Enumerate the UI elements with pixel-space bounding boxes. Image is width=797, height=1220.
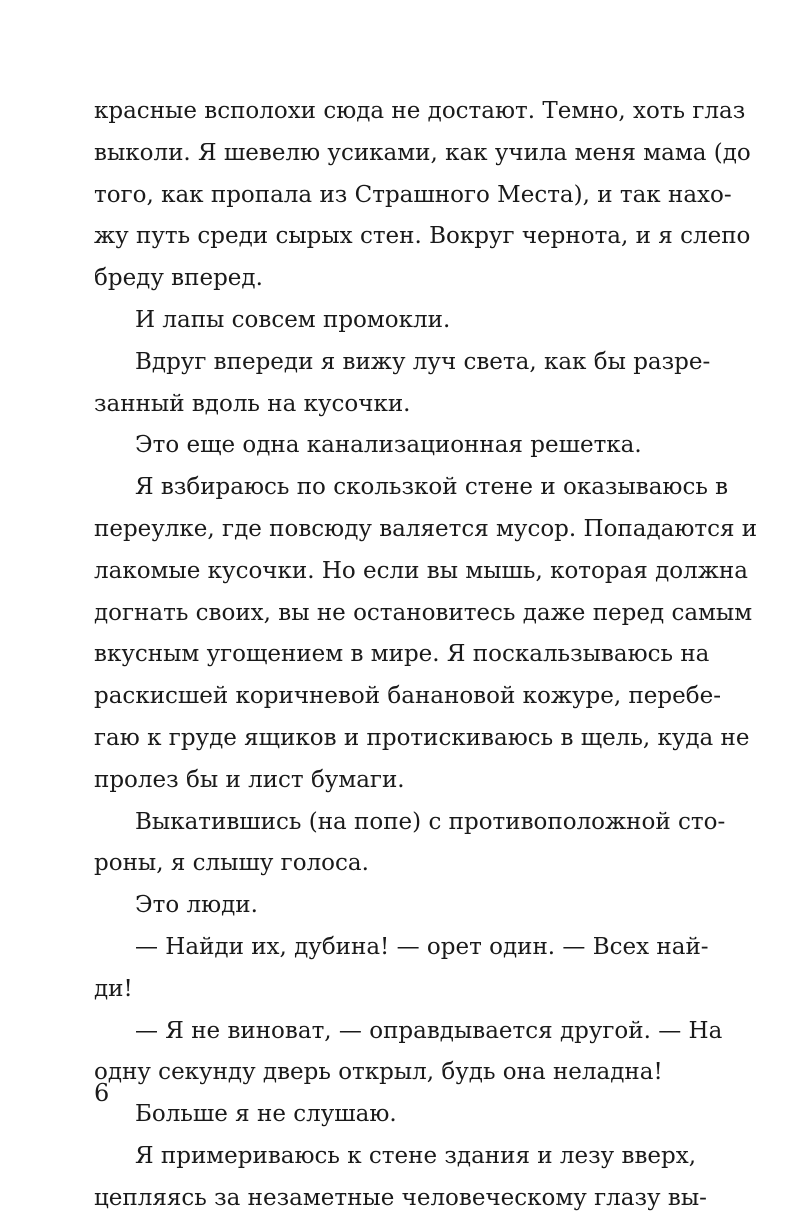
text-line: гаю к груде ящиков и протискиваюсь в щель, куда не [94,724,750,751]
text-line: Это люди. [135,892,258,919]
text-line: раскисшей коричневой банановой кожуре, перебе- [94,683,721,710]
text-line: цепляясь за незаметные человеческому глазу вы- [94,1184,707,1211]
page-number: 6 [94,1079,110,1107]
text-line: — Я не виноват, — оправдывается другой. — На [135,1017,723,1044]
text-line: лакомые кусочки. Но если вы мышь, которая должна [94,557,748,584]
text-line: — Найди их, дубина! — орет один. — Всех най- [135,933,709,960]
text-line: Вдруг впереди я вижу луч света, как бы разре- [135,348,711,375]
text-line: ди! [94,975,133,1002]
text-line: жу путь среди сырых стен. Вокруг чернота, и я слепо [94,223,751,250]
text-line: Больше я не слушаю. [135,1101,397,1128]
text-line: одну секунду дверь открыл, будь она неладна! [94,1059,663,1086]
text-line: Я примериваюсь к стене здания и лезу вверх, [135,1142,697,1169]
body-text [94,91,758,1220]
text-line: переулке, где повсюду валяется мусор. Попадаются и [94,515,758,542]
text-line: бреду вперед. [94,265,263,292]
text-line: вкусным угощением в мире. Я поскальзываюсь на [94,641,710,668]
text-line: роны, я слышу голоса. [94,850,369,877]
text-line: И лапы совсем промокли. [135,306,451,333]
text-line: выколи. Я шевелю усиками, как учила меня мама (до [94,139,751,166]
text-line: догнать своих, вы не остановитесь даже перед самым [94,599,753,626]
text-line: Я взбираюсь по скользкой стене и оказываюсь в [135,474,729,501]
text-line: пролез бы и лист бумаги. [94,766,405,793]
text-line: красные всполохи сюда не достают. Темно, хоть глаз [94,98,746,124]
text-line: Это еще одна канализационная решетка. [135,432,642,459]
text-line: того, как пропала из Страшного Места), и так нахо- [94,181,732,208]
text-line: Выкатившись (на попе) с противоположной сто- [135,808,726,835]
text-line: занный вдоль на кусочки. [94,390,411,417]
